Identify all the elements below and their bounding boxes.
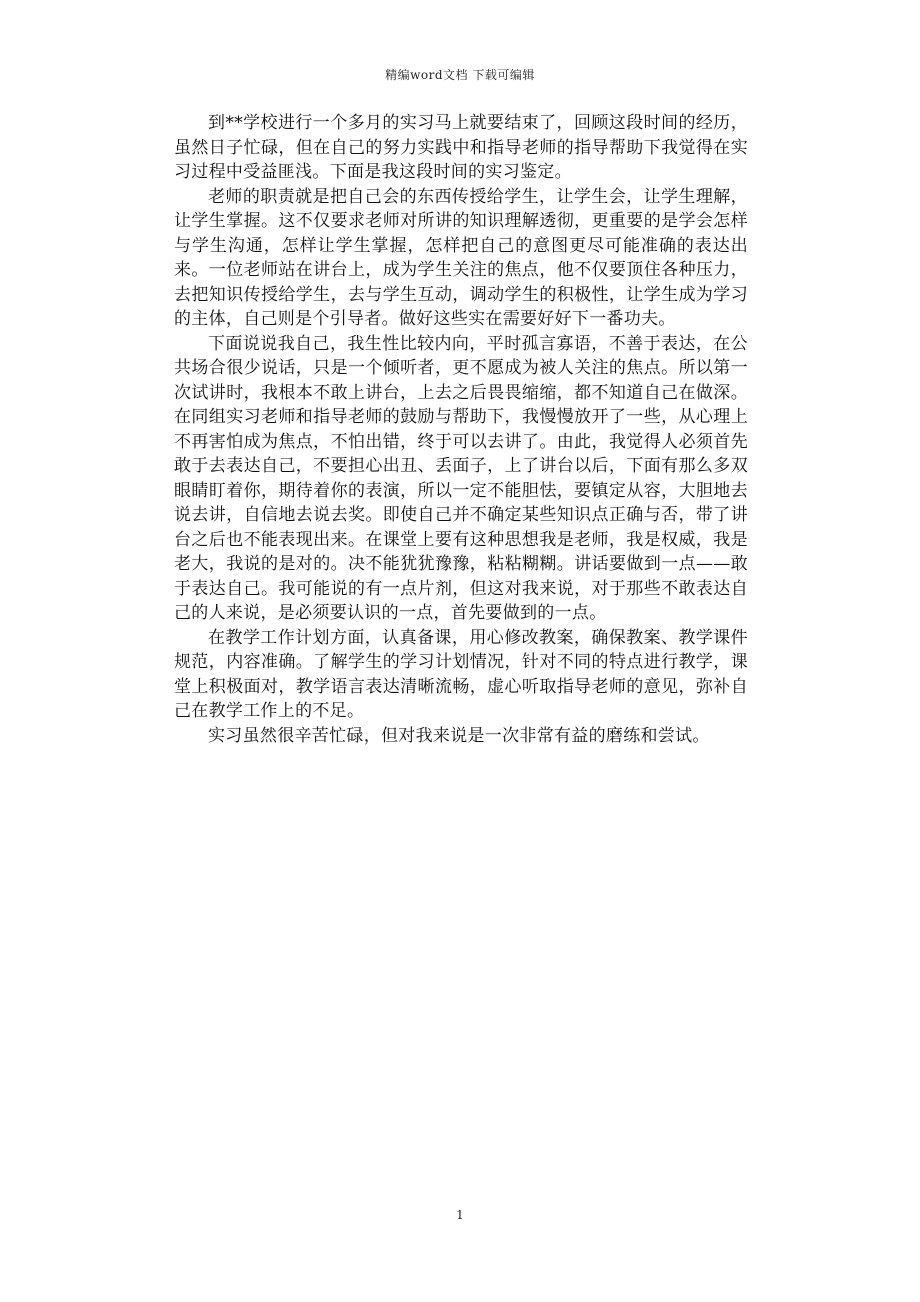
paragraph-teacher-duty: 老师的职责就是把自己会的东西传授给学生，让学生会，让学生理解，让学生掌握。这不仅要求老师对所讲的知识理解透彻，更重要的是学会怎样与学生沟通，怎样让学生掌握，怎样把自己的意图更尽可能准确的表达出来。一位老师站在讲台上，成为学生关注的焦点，他不仅要顶住各种压力，去把知识传授给学生，去与学生互动，调动学生的积极性，让学生成为学习的主体，自己则是个引导者。做好这些实在需要好好下一番功夫。 [174, 186, 748, 329]
paragraph-self-reflection: 下面说说我自己，我生性比较内向，平时孤言寡语，不善于表达，在公共场合很少说话，只是一个倾听者，更不愿成为被人关注的焦点。所以第一次试讲时，我根本不敢上讲台，上去之后畏畏缩缩，都不知道自己在做深。在同组实习老师和指导老师的鼓励与帮助下，我慢慢放开了一些，从心理上不再害怕成为焦点，不怕出错，终于可以去讲了。由此，我觉得人必须首先敢于去表达自己，不要担心出丑、丢面子，上了讲台以后，下面有那么多双眼睛盯着你，期待着你的表演，所以一定不能胆怯，要镇定从容，大胆地去说去讲，自信地去说去奖。即使自己并不确定某些知识点正确与否，带了讲台之后也不能表现出来。在课堂上要有这种思想我是老师，我是权威，我是老大，我说的是对的。决不能犹犹豫豫，粘粘糊糊。讲话要做到一点——敢于表达自己。我可能说的有一点片剂，但这对我来说，对于那些不敢表达自己的人来说，是必须要认识的一点，首先要做到的一点。 [174, 333, 748, 623]
document-body [174, 111, 748, 748]
paragraph-teaching-plan: 在教学工作计划方面，认真备课，用心修改教案，确保教案、教学课件规范，内容准确。了解学生的学习计划情况，针对不同的特点进行教学，课堂上积极面对，教学语言表达清晰流畅，虚心听取指导老师的意见，弥补自己在教学工作上的不足。 [174, 627, 748, 721]
page-header: 精编word文档 下载可编辑 [385, 68, 535, 82]
paragraph-intro: 到**学校进行一个多月的实习马上就要结束了，回顾这段时间的经历，虽然日子忙碌，但在自己的努力实践中和指导老师的指导帮助下我觉得在实习过程中受益匪浅。下面是我这段时间的实习鉴定。 [174, 113, 748, 182]
page-number: 1 [456, 1208, 464, 1222]
paragraph-conclusion: 实习虽然很辛苦忙碌，但对我来说是一次非常有益的磨练和尝试。 [208, 725, 710, 746]
